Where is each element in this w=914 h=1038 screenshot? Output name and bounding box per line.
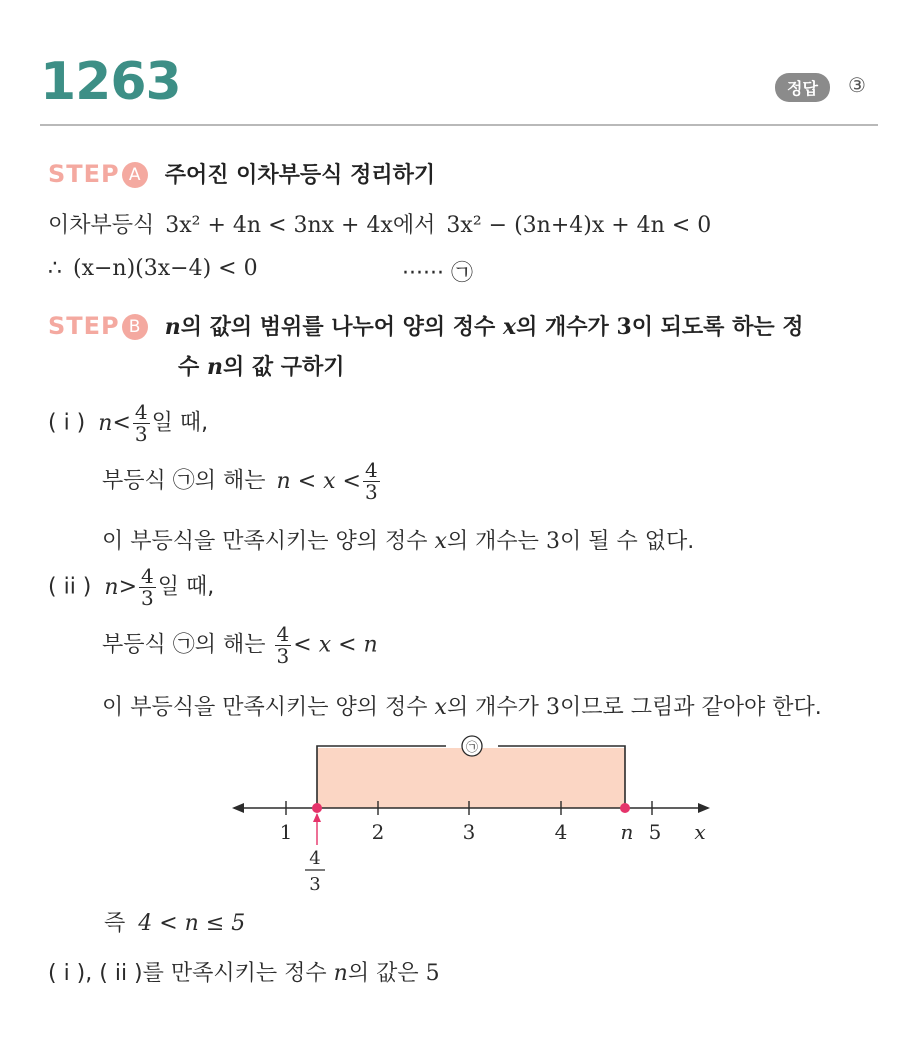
mark-giyeok-icon: ㉠ [172,468,195,494]
case-1-conclusion: 이 부등식을 만족시키는 양의 정수 x의 개수는 3이 될 수 없다. [102,529,695,554]
case-1-condition: ( i ) n< $\frac{4}{3}$ 일 때, [48,400,209,446]
tick-label-n: n [620,820,634,844]
dots: ······ [402,261,444,286]
step-a-prefix: 이차부등식 [48,213,155,238]
case-2-condition: ( ii ) n> $\frac{4}{3}$ 일 때, [48,564,215,610]
step-a-expr-1: 3x² + 4n < 3nx + 4x [165,213,393,238]
solution-region [317,748,625,808]
step-a-mid: 에서 [392,213,436,238]
step-b-title-line-1: n의 값의 범위를 나누어 양의 정수 x의 개수가 3이 되도록 하는 정 [164,314,804,340]
endpoint-fraction-denominator: 3 [309,874,321,895]
therefore-symbol: ∴ [48,256,62,281]
step-a-expr-2: 3x² − (3n+4)x + 4n < 0 [446,213,712,238]
final-conclusion: ( i ), ( ii )를 만족시키는 정수 n의 값은 5 [48,961,440,986]
step-a-title: 주어진 이차부등식 정리하기 [164,163,436,188]
axis-arrow-right-icon [698,803,710,813]
case-2-label: ( ii ) [48,574,92,600]
mark-giyeok-icon: ㉠ [450,261,473,286]
mark-giyeok-icon: ㉠ [172,632,195,658]
case-1-solution: 부등식 ㉠의 해는 n < x < $\frac{4}{3}$ [102,458,378,504]
step-a-factored-expr: (x−n)(3x−4) < 0 [73,256,258,281]
answer-badge: 정답 [775,73,830,102]
step-b-letter-icon: B [122,314,148,340]
region-mark: ㉠ [465,740,479,754]
case-2-solution: 부등식 ㉠의 해는 $\frac{4}{3}$ < x < n [102,622,378,668]
tick-label-3: 3 [462,820,476,844]
tick-label-1: 1 [279,820,293,844]
axis-label-x: x [694,820,706,844]
tick-label-5: 5 [648,820,662,844]
pointer-arrow-icon [313,813,321,822]
fraction: $\frac{4}{3}$ [276,622,290,668]
case-2-conclusion: 이 부등식을 만족시키는 양의 정수 x의 개수가 3이므로 그림과 같아야 한다. [102,695,822,720]
endpoint-n [620,803,630,813]
endpoint-four-thirds [312,803,322,813]
fraction: $\frac{4}{3}$ [364,458,378,504]
fraction: $\frac{4}{3}$ [134,400,148,446]
tick-label-4: 4 [554,820,568,844]
case-1-label: ( i ) [48,410,86,436]
step-b-label: STEP [48,312,120,340]
axis-arrow-left-icon [232,803,244,813]
fraction: $\frac{4}{3}$ [141,564,154,610]
step-b-title-line-2: 수 n의 값 구하기 [178,354,345,380]
tick-label-2: 2 [371,820,385,844]
step-a-letter-icon: A [122,162,148,188]
endpoint-fraction-numerator: 4 [309,848,321,869]
problem-number: 1263 [40,52,181,112]
answer-value: ③ [848,73,866,97]
step-a-label: STEP [48,160,120,188]
final-range: 즉 4 < n ≤ 5 [104,911,246,936]
